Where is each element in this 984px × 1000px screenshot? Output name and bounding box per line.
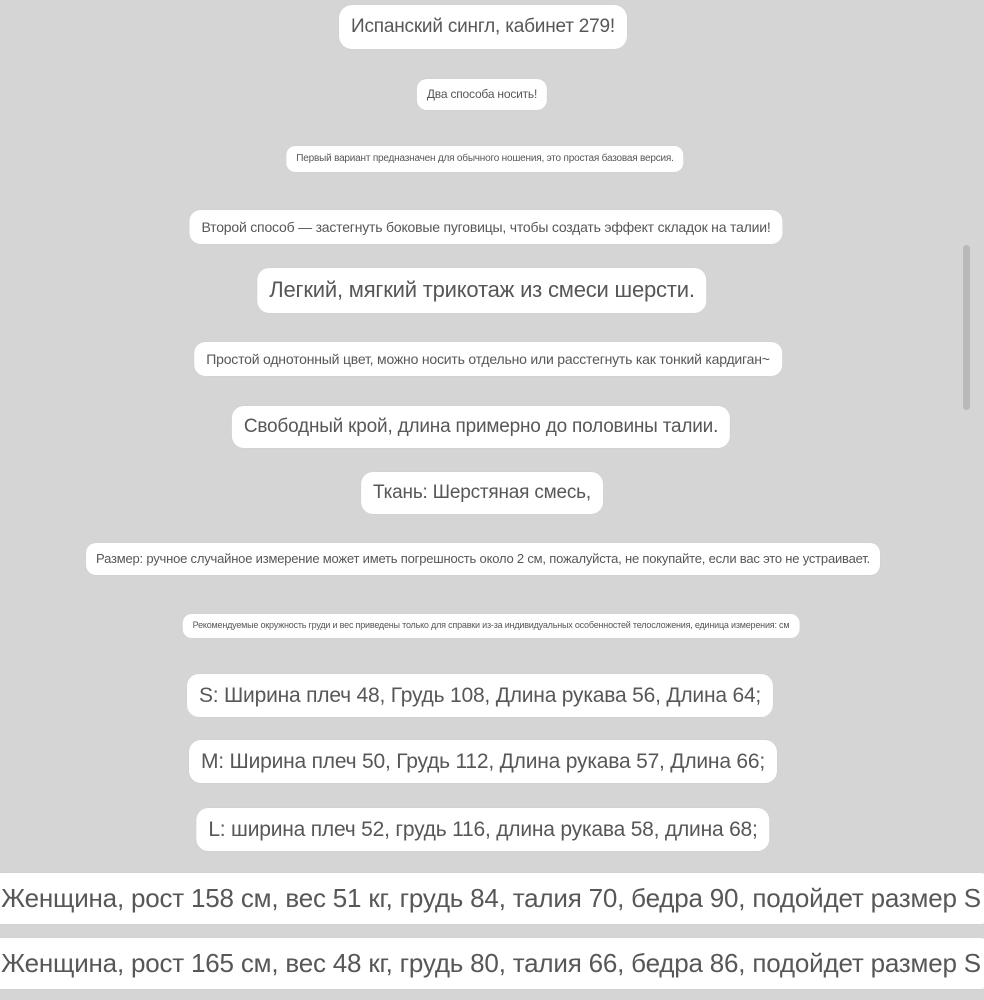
caption-second-way: Второй способ — застегнуть боковые пуговицы, чтобы создать эффект складок на талии! <box>189 210 782 244</box>
caption-size-s: S: Ширина плеч 48, Грудь 108, Длина рукава 56, Длина 64; <box>187 674 773 717</box>
caption-size-m: M: Ширина плеч 50, Грудь 112, Длина рукава 57, Длина 66; <box>189 740 777 783</box>
caption-size-l: L: ширина плеч 52, грудь 116, длина рукава 58, длина 68; <box>196 808 769 851</box>
caption-two-ways: Два способа носить! <box>417 79 547 110</box>
caption-fabric: Ткань: Шерстяная смесь, <box>361 472 603 514</box>
caption-color-note: Простой однотонный цвет, можно носить отдельно или расстегнуть как тонкий кардиган~ <box>194 342 782 376</box>
caption-model-1: Женщина, рост 158 см, вес 51 кг, грудь 84, талия 70, бедра 90, подойдет размер S <box>0 873 984 924</box>
caption-title: Испанский сингл, кабинет 279! <box>339 5 627 49</box>
caption-reference-note: Рекомендуемые окружность груди и вес приведены только для справки из-за индивидуальных особенностей телосложения, единица измерения: см <box>183 614 800 638</box>
caption-fit-note: Свободный крой, длина примерно до половины талии. <box>232 406 730 448</box>
scrollbar-thumb[interactable] <box>963 245 970 410</box>
caption-fabric-feel: Легкий, мягкий трикотаж из смеси шерсти. <box>257 268 706 313</box>
caption-first-way: Первый вариант предназначен для обычного ношения, это простая базовая версия. <box>286 146 683 172</box>
caption-size-disclaimer: Размер: ручное случайное измерение может иметь погрешность около 2 см, пожалуйста, не покупайте, если вас это не устраивает. <box>86 543 880 575</box>
caption-model-2: Женщина, рост 165 см, вес 48 кг, грудь 80, талия 66, бедра 86, подойдет размер S <box>0 938 984 989</box>
